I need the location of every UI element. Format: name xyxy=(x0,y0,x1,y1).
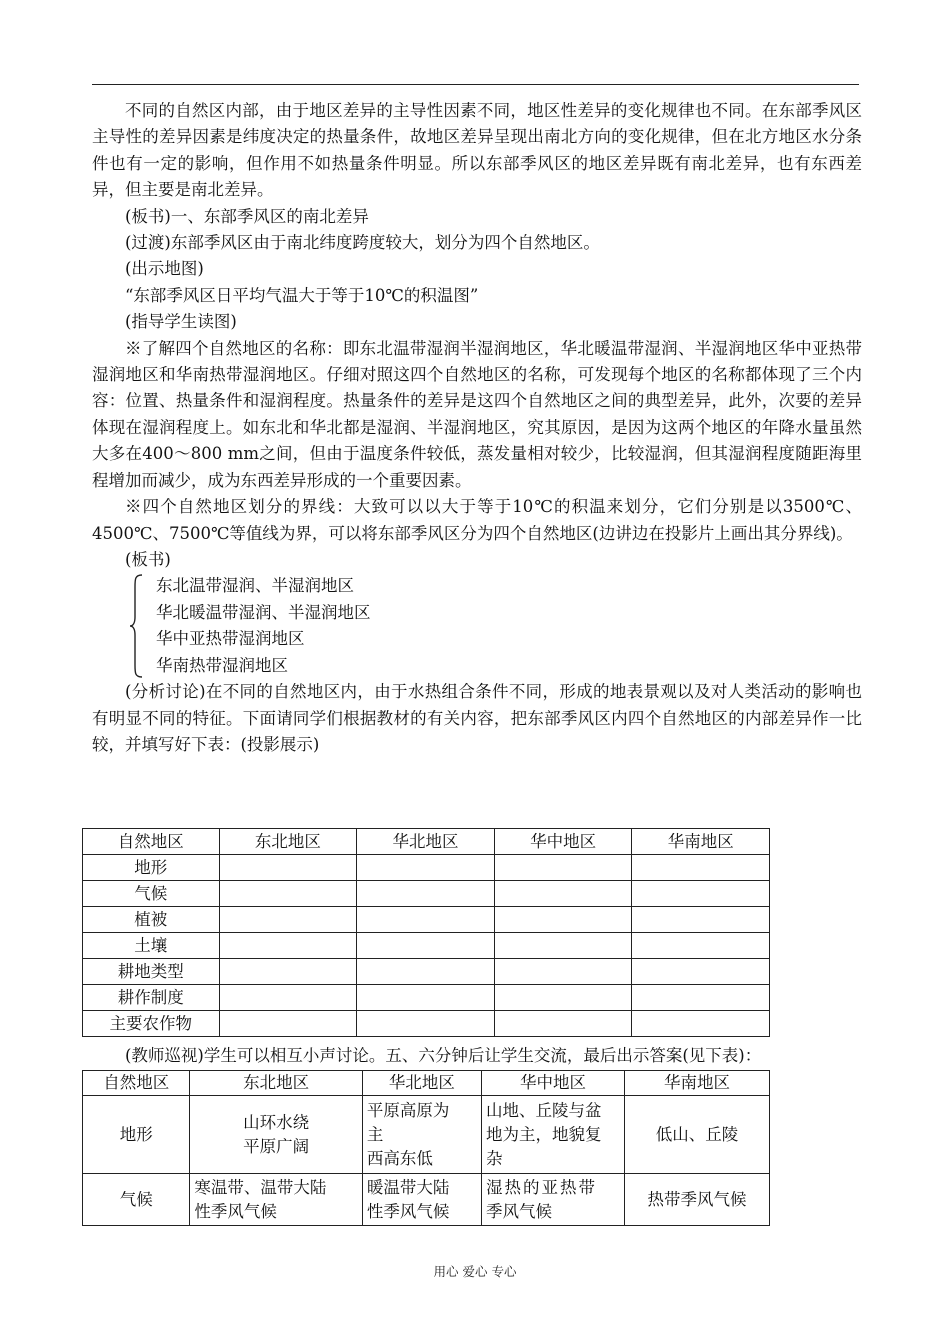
blank-cell xyxy=(494,933,632,959)
blank-cell xyxy=(219,1011,357,1037)
row-label: 气候 xyxy=(83,881,220,907)
cell-central-climate: 湿热的亚热带 季风气候 xyxy=(481,1174,624,1226)
blank-cell xyxy=(632,959,770,985)
after-table-text xyxy=(92,1043,862,1069)
blank-cell xyxy=(494,1011,632,1037)
paragraph-discussion: (分析讨论)在不同的自然地区内，由于水热组合条件不同，形成的地表景观以及对人类活动的影响也有明显不同的特征。下面请同学们根据教材的有关内容，把东部季风区内四个自然地区的内部差异作一比较，并填写好下表：(投影展示) xyxy=(92,682,862,755)
table-row xyxy=(83,1071,770,1096)
blank-cell xyxy=(494,959,632,985)
blank-cell xyxy=(357,933,495,959)
table-row xyxy=(83,829,770,855)
blank-cell xyxy=(219,959,357,985)
page-footer: 用心 爱心 专心 xyxy=(433,1264,517,1279)
blank-cell xyxy=(632,985,770,1011)
table-header: 自然地区 xyxy=(83,829,220,855)
blank-cell xyxy=(494,907,632,933)
blank-cell xyxy=(219,881,357,907)
paragraph-transition: (过渡)东部季风区由于南北纬度跨度较大，划分为四个自然地区。 xyxy=(125,233,600,253)
blank-cell xyxy=(632,933,770,959)
table-header: 自然地区 xyxy=(83,1071,190,1096)
table-row xyxy=(83,855,770,881)
blank-cell xyxy=(494,855,632,881)
cell-south-terrain: 低山、丘陵 xyxy=(625,1096,770,1174)
table-header: 华南地区 xyxy=(632,829,770,855)
cell-northeast-terrain: 山环水绕 平原广阔 xyxy=(190,1096,362,1174)
blank-cell xyxy=(219,907,357,933)
body-text xyxy=(92,98,862,759)
blank-cell xyxy=(494,881,632,907)
blank-cell xyxy=(357,855,495,881)
paragraph-board-heading: (板书)一、东部季风区的南北差异 xyxy=(125,206,369,226)
table-row xyxy=(83,1096,770,1174)
table-header: 华中地区 xyxy=(481,1071,624,1096)
cell-northeast-climate: 寒温带、温带大陆 性季风气候 xyxy=(190,1174,362,1226)
paragraph-map-title: “东部季风区日平均气温大于等于10℃的积温图” xyxy=(125,285,479,305)
table-header: 华南地区 xyxy=(625,1071,770,1096)
row-label: 土壤 xyxy=(83,933,220,959)
brace-item-north: 华北暖温带湿润、半湿润地区 xyxy=(156,602,371,622)
blank-cell xyxy=(219,855,357,881)
brace-item-central: 华中亚热带湿润地区 xyxy=(156,629,305,649)
paragraph-boundaries: ※四个自然地区划分的界线：大致可以以大于等于10℃的积温来划分，它们分别是以3500℃、4500℃、7500℃等值线为界，可以将东部季风区分为四个自然地区(边讲边在投影片上画出其分界线)。 xyxy=(92,497,862,543)
brace-list xyxy=(128,573,862,679)
table-header: 华中地区 xyxy=(494,829,632,855)
row-label: 植被 xyxy=(83,907,220,933)
blank-cell xyxy=(357,1011,495,1037)
table-row xyxy=(83,985,770,1011)
answer-table xyxy=(82,1070,770,1226)
blank-cell xyxy=(357,959,495,985)
blank-cell xyxy=(219,933,357,959)
blank-cell xyxy=(219,985,357,1011)
blank-cell xyxy=(632,881,770,907)
paragraph-region-names: ※了解四个自然地区的名称：即东北温带湿润半湿润地区，华北暖温带湿润、半湿润地区华中亚热带湿润地区和华南热带湿润地区。仔细对照这四个自然地区的名称，可发现每个地区的名称都体现了三个内容：位置、热量条件和湿润程度。热量条件的差异是这四个自然地区之间的典型差异，此外，次要的差异体现在湿润程度上。如东北和华北都是湿润、半湿润地区，究其原因，是因为这两个地区的年降水量虽然大多在400～800 mm之间，但由于温度条件较低，蒸发量相对较少，比较湿润，但其湿润程度随距海里程增加而减少，成为东西差异形成的一个重要因素。 xyxy=(92,338,862,490)
blank-cell xyxy=(632,1011,770,1037)
table-header: 华北地区 xyxy=(362,1071,481,1096)
blank-cell xyxy=(357,985,495,1011)
row-label: 气候 xyxy=(83,1174,190,1226)
blank-cell xyxy=(357,881,495,907)
paragraph-teacher-patrol: (教师巡视)学生可以相互小声讨论。五、六分钟后让学生交流，最后出示答案(见下表)： xyxy=(125,1046,762,1065)
cell-central-terrain: 山地、丘陵与盆 地为主，地貌复 杂 xyxy=(481,1096,624,1174)
brace-icon xyxy=(128,573,144,679)
row-label: 耕地类型 xyxy=(83,959,220,985)
row-label: 地形 xyxy=(83,1096,190,1174)
table-header: 东北地区 xyxy=(190,1071,362,1096)
blank-cell xyxy=(632,907,770,933)
paragraph-show-map: (出示地图) xyxy=(125,259,204,279)
blank-cell xyxy=(494,985,632,1011)
cell-north-terrain: 平原高原为 主 西高东低 xyxy=(362,1096,481,1174)
row-label: 地形 xyxy=(83,855,220,881)
table-row xyxy=(83,959,770,985)
paragraph-board: (板书) xyxy=(125,549,171,569)
header-rule xyxy=(92,84,859,85)
table-row xyxy=(83,1011,770,1037)
cell-south-climate: 热带季风气候 xyxy=(625,1174,770,1226)
brace-item-northeast: 东北温带湿润、半湿润地区 xyxy=(156,576,354,596)
blank-comparison-table xyxy=(82,828,770,1037)
table-row xyxy=(83,1174,770,1226)
paragraph-intro: 不同的自然区内部，由于地区差异的主导性因素不同，地区性差异的变化规律也不同。在东部季风区主导性的差异因素是纬度决定的热量条件，故地区差异呈现出南北方向的变化规律，但在北方地区水分条件也有一定的影响，但作用不如热量条件明显。所以东部季风区的地区差异既有南北差异，也有东西差异，但主要是南北差异。 xyxy=(92,101,862,200)
table-row xyxy=(83,933,770,959)
table-header: 华北地区 xyxy=(357,829,495,855)
table-row xyxy=(83,881,770,907)
paragraph-guide-reading: (指导学生读图) xyxy=(125,312,237,332)
blank-cell xyxy=(632,855,770,881)
blank-cell xyxy=(357,907,495,933)
brace-item-south: 华南热带湿润地区 xyxy=(156,655,288,675)
row-label: 主要农作物 xyxy=(83,1011,220,1037)
cell-north-climate: 暖温带大陆 性季风气候 xyxy=(362,1174,481,1226)
table-row xyxy=(83,907,770,933)
table-header: 东北地区 xyxy=(219,829,357,855)
row-label: 耕作制度 xyxy=(83,985,220,1011)
